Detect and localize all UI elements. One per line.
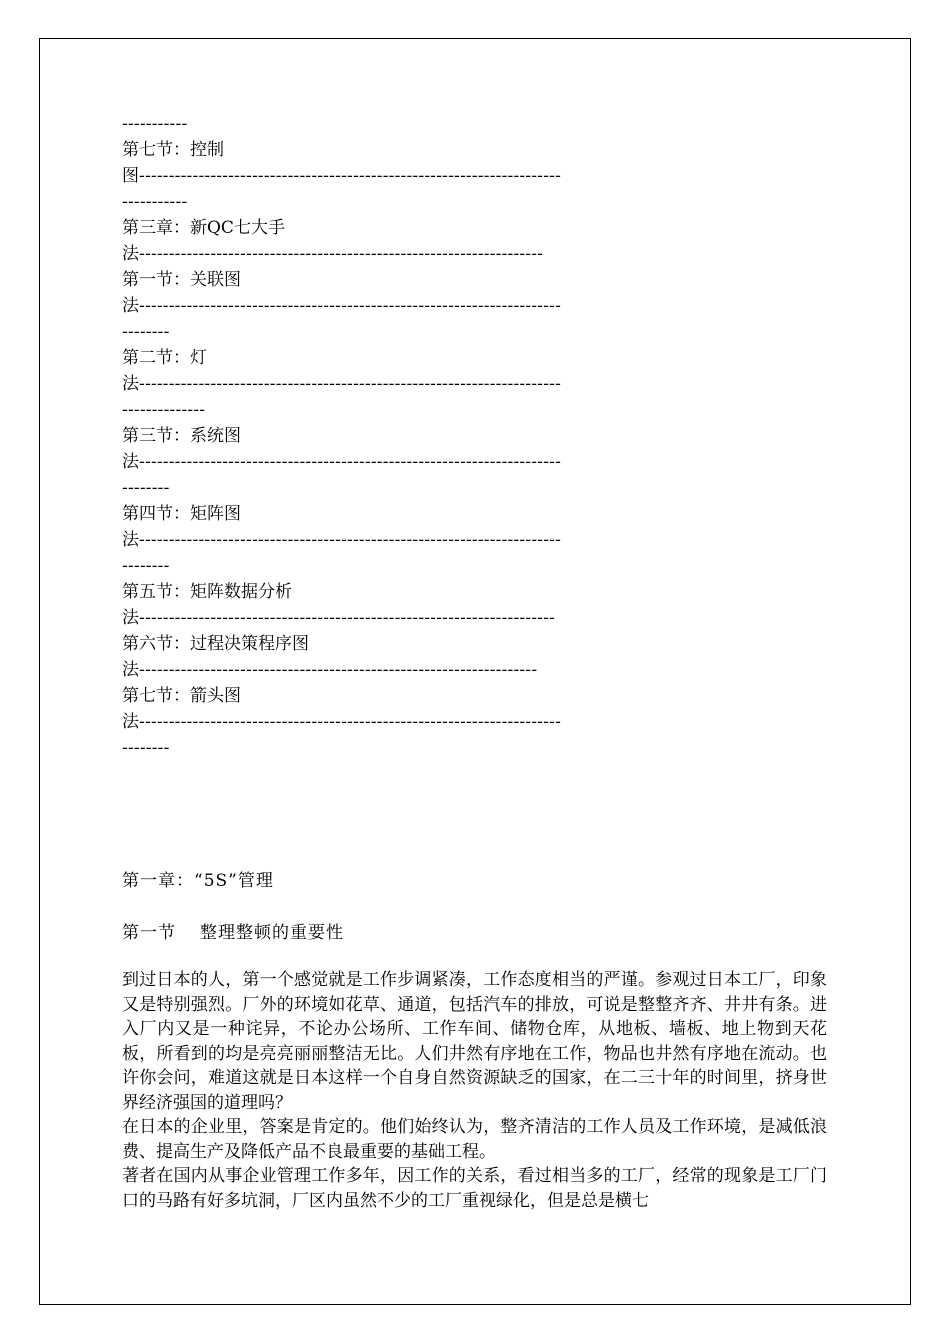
toc-entry-label: 第五节：矩阵数据分析 (122, 582, 292, 602)
toc-leader-dashes: ----------------------------------------------------------------------- (139, 166, 562, 186)
toc-leader-dashes: -------- (122, 556, 170, 576)
toc-line (122, 215, 842, 241)
section-number: 第一节 (122, 923, 176, 943)
toc-entry-label: 法 (122, 374, 139, 394)
toc-entry-label: 第六节：过程决策程序图 (122, 634, 309, 654)
toc-entry-label: 第三章：新QC七大手 (122, 218, 285, 238)
toc-leader-dashes: ----------------------------------------------------------------------- (139, 712, 562, 732)
toc-line (122, 475, 842, 501)
toc-line (122, 449, 842, 475)
body-paragraph: 到过日本的人，第一个感觉就是工作步调紧凑，工作态度相当的严谨。参观过日本工厂，印象又是特别强烈。厂外的环境如花草、通道，包括汽车的排放，可说是整整齐齐、井井有条。进入厂内又是一种诧异，不论办公场所、工作车间、储物仓库，从地板、墙板、地上物到天花板，所看到的均是亮亮丽丽整洁无比。人们井然有序地在工作，物品也井然有序地在流动。也许你会问，难道这就是日本这样一个自身自然资源缺乏的国家，在二三十年的时间里，挤身世界经济强国的道理吗？ (122, 970, 827, 1113)
toc-line (122, 241, 842, 267)
toc-leader-dashes: ----------- (122, 192, 188, 212)
toc-entry-label: 图 (122, 166, 139, 186)
body-paragraph: 著者在国内从事企业管理工作多年，因工作的关系，看过相当多的工厂，经常的现象是工厂门口的马路有好多坑洞，厂区内虽然不少的工厂重视绿化，但是总是横七 (122, 1166, 827, 1211)
toc-leader-dashes: -------------------------------------------------------------------- (139, 244, 544, 264)
toc-entry-label: 法 (122, 530, 139, 550)
toc-leader-dashes: ----------------------------------------------------------------------- (139, 452, 562, 472)
toc-leader-dashes: -------- (122, 478, 170, 498)
section-heading (122, 918, 827, 948)
toc-line (122, 267, 842, 293)
toc-entry-label: 法 (122, 452, 139, 472)
toc-line (122, 189, 842, 215)
toc-leader-dashes: ------------------------------------------------------------------- (139, 660, 538, 680)
toc-line (122, 501, 842, 527)
toc-entry-label: 第一节：关联图 (122, 270, 241, 290)
toc-leader-dashes: -------- (122, 322, 170, 342)
paragraph-group (122, 968, 827, 1213)
toc-line (122, 111, 842, 137)
toc-line (122, 345, 842, 371)
toc-line (122, 527, 842, 553)
toc-entry-label: 法 (122, 608, 139, 628)
document-body (122, 866, 827, 1213)
section-title: 整理整顿的重要性 (200, 923, 344, 943)
toc-leader-dashes: ---------------------------------------------------------------------- (139, 608, 556, 628)
toc-line (122, 605, 842, 631)
toc-entry-label: 法 (122, 712, 139, 732)
toc-line (122, 735, 842, 761)
toc-line (122, 137, 842, 163)
toc-line (122, 397, 842, 423)
toc-line (122, 657, 842, 683)
toc-line (122, 709, 842, 735)
toc-line (122, 371, 842, 397)
toc-leader-dashes: ----------------------------------------------------------------------- (139, 296, 562, 316)
toc-entry-label: 第四节：矩阵图 (122, 504, 241, 524)
table-of-contents (122, 111, 842, 761)
toc-line (122, 553, 842, 579)
toc-entry-label: 第七节：控制 (122, 140, 224, 160)
toc-leader-dashes: ----------------------------------------------------------------------- (139, 530, 562, 550)
toc-leader-dashes: ----------- (122, 114, 188, 134)
toc-line (122, 631, 842, 657)
toc-line (122, 319, 842, 345)
toc-entry-label: 第七节：箭头图 (122, 686, 241, 706)
toc-leader-dashes: -------- (122, 738, 170, 758)
toc-leader-dashes: -------------- (122, 400, 206, 420)
toc-entry-label: 法 (122, 660, 139, 680)
toc-entry-label: 第三节：系统图 (122, 426, 241, 446)
toc-line (122, 423, 842, 449)
toc-entry-label: 法 (122, 296, 139, 316)
toc-entry-label: 法 (122, 244, 139, 264)
body-paragraph: 在日本的企业里，答案是肯定的。他们始终认为，整齐清洁的工作人员及工作环境，是减低浪费、提高生产及降低产品不良最重要的基础工程。 (122, 1117, 827, 1162)
toc-line (122, 293, 842, 319)
toc-line (122, 163, 842, 189)
chapter-heading: 第一章：“5S”管理 (122, 871, 274, 891)
toc-line (122, 683, 842, 709)
toc-line (122, 579, 842, 605)
toc-leader-dashes: ----------------------------------------------------------------------- (139, 374, 562, 394)
toc-entry-label: 第二节：灯 (122, 348, 207, 368)
